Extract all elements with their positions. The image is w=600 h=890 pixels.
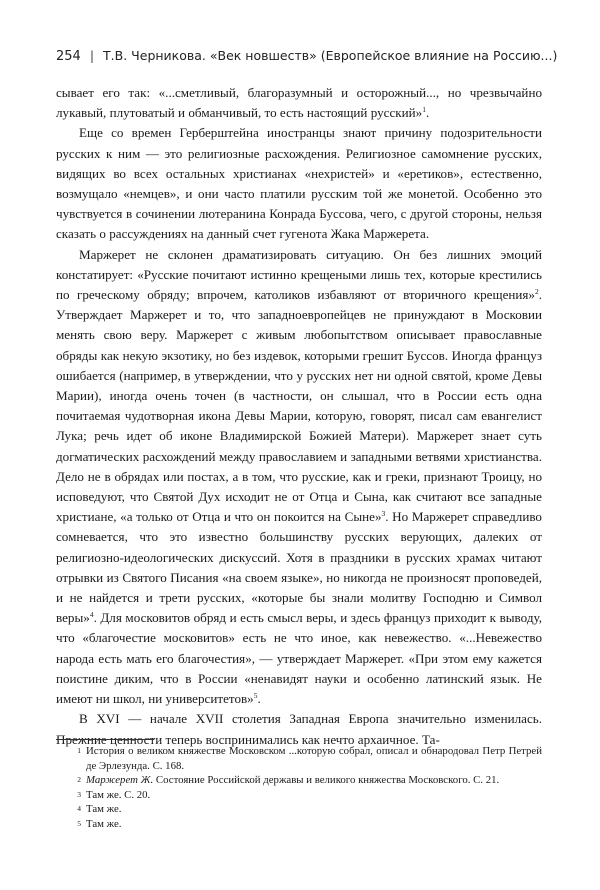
page-number: 254 [56, 49, 81, 64]
paragraph: Еще со времен Герберштейна иностранцы знают причину подозрительности русских к ним — это религиозные расхождения. Религиозное самомнение русских, видящих во всех остальных христианах «нехристей» и «еретиков», естественно, возмущало «немцев», и они часто платили русским той же монетой. Особенно это чувствуется в сочинении лютеранина Конрада Буссова, чего, с другой стороны, нельзя сказать о рассуждениях на данный счет гугенота Жака Маржерета. [56, 125, 542, 242]
footnote [56, 744, 542, 773]
paragraph: Маржерет не склонен драматизировать ситуацию. Он без лишних эмоций констатирует: «Русские почитают истинно крещеными лишь тех, которые крестились по греческому обряду; впрочем, католиков избавляют от вторичного крещения»$^2$. Утверждает Маржерет и то, что западноевропейцев не принуждают в Московии менять свою веру. Маржерет с живым любопытством описывает православные обряды как некую экзотику, но без издевок, которыми грешит Буссов. Иногда француз ошибается (например, в утверждении, что у русских нет ни одной святой, кроме Девы Марии), иногда очень точен (в частности, он слышал, что в России есть одна почитаемая чудотворная икона Девы Марии, которую, говорят, писал сам евангелист Лука; речь идет об иконе Владимирской Божией Матери). Маржерет знает суть догматических расхождений между православием и западными ветвями христианства. Дело не в обрядах или постах, а в том, что русские, как и греки, признают Троицу, но исповедуют, что Святой Дух исходит не от Отца и Сына, как считают все западные христиане, «а только от Отца и что он покоится на Сыне»$^3$. Но Маржерет справедливо сомневается, что это известно большинству русских верующих, далеких от религиозно-идеологических дискуссий. Хотя в праздники в русских храмах читают отрывки из Святого Писания «на своем языке», но никогда не произносят проповедей, и не найдется и трети русских, «которые бы знали молитву Господню и Символ веры»$^4$. Для московитов обряд и есть смысл веры, и здесь француз приходит к выводу, что «благочестие московитов» есть не что иное, как невежество. «...Невежество народа есть мать его благочестия», — утверждает Маржерет. «При этом ему кажется поистине диким, что в России «ненавидят науки и особенно латинский язык. Не имеют ни школ, ни университетов»$^5$. [56, 246, 542, 707]
running-head [56, 48, 556, 64]
paragraph: В XVI — начале XVII столетия Западная Европа значительно изменилась. Прежние ценности теперь воспринимались как нечто архаичное. Та- [56, 711, 542, 747]
footnote [56, 773, 542, 788]
footnotes [56, 744, 542, 832]
footnote-text: История о великом княжестве Московском ...которую собрал, описал и обнародовал Петр Петрей де Эрлезунда. С. 168. [86, 745, 542, 772]
header-separator: | [89, 48, 95, 63]
running-title: Т.В. Черникова. «Век новшеств» (Европейское влияние на Россию...) [103, 48, 558, 63]
footnote-ref[interactable]: 4 [89, 610, 94, 620]
footnote-divider [56, 739, 154, 740]
footnote [56, 788, 542, 803]
footnote-ref[interactable]: 5 [253, 691, 258, 701]
footnote [56, 802, 542, 817]
footnote-ref[interactable]: 2 [534, 287, 539, 297]
footnote-text: Там же. С. 20. [86, 788, 151, 801]
footnote-text: Маржерет Ж. Состояние Российской державы и великого княжества Московского. С. 21. [86, 774, 500, 787]
footnote [56, 817, 542, 832]
footnote-mark: 3 [77, 789, 81, 799]
footnote-ref[interactable]: 3 [381, 509, 386, 519]
footnote-mark: 5 [77, 818, 81, 828]
main-text [56, 83, 542, 750]
footnote-text: Там же. [86, 817, 122, 830]
paragraph: сывает его так: «...сметливый, благоразумный и осторожный..., но чрезвычайно лукавый, плутоватый и обманчивый, то есть настоящий русский»$^1$. [56, 85, 542, 121]
footnote-mark: 1 [77, 746, 81, 755]
footnote-mark: 2 [77, 775, 81, 785]
footnote-author: Маржерет Ж. [86, 774, 154, 787]
footnote-mark: 4 [77, 804, 81, 814]
footnote-text: Там же. [86, 803, 122, 816]
footnote-ref[interactable]: 1 [422, 105, 426, 115]
